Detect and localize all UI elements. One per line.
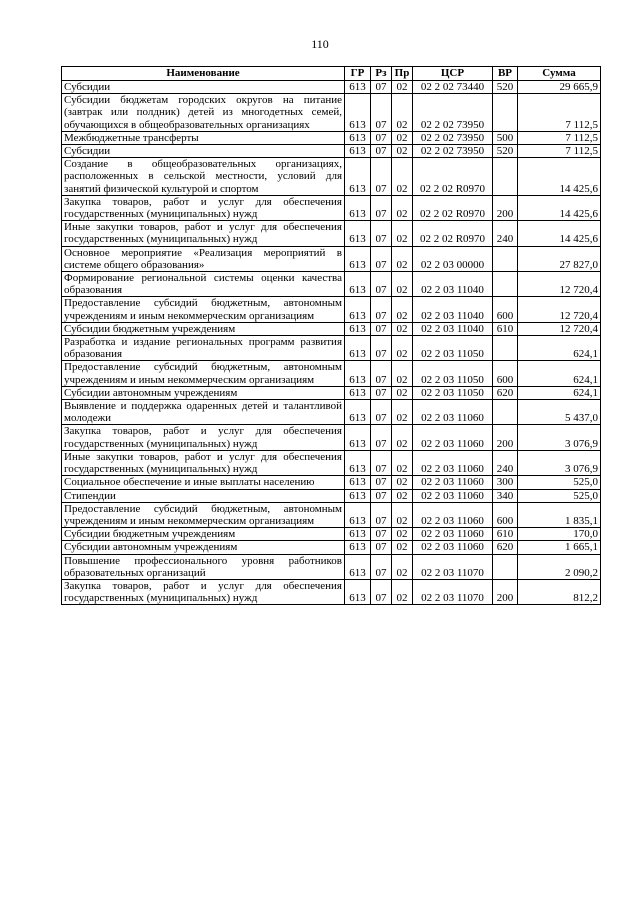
cell-csr: 02 2 03 11060 <box>413 400 493 425</box>
cell-sum: 14 425,6 <box>518 158 601 196</box>
cell-gr: 613 <box>345 489 371 502</box>
cell-vr: 520 <box>493 145 518 158</box>
cell-name: Предоставление субсидий бюджетным, автономным учреждениям и иным некоммерческим организациям <box>62 297 345 322</box>
cell-pr: 02 <box>392 81 413 94</box>
table-row <box>62 145 601 158</box>
cell-rz: 07 <box>371 502 392 527</box>
cell-sum: 624,1 <box>518 336 601 361</box>
table-row <box>62 195 601 220</box>
table-row <box>62 502 601 527</box>
table-row <box>62 94 601 132</box>
cell-rz: 07 <box>371 476 392 489</box>
table-row <box>62 81 601 94</box>
cell-vr: 500 <box>493 131 518 144</box>
cell-gr: 613 <box>345 400 371 425</box>
cell-gr: 613 <box>345 322 371 335</box>
cell-sum: 2 090,2 <box>518 554 601 579</box>
cell-name: Субсидии бюджетам городских округов на питание (завтрак или полдник) детей из многодетных семей, обучающихся в общеобразовательных организациях <box>62 94 345 132</box>
cell-sum: 3 076,9 <box>518 425 601 450</box>
cell-name: Предоставление субсидий бюджетным, автономным учреждениям и иным некоммерческим организациям <box>62 361 345 386</box>
cell-sum: 14 425,6 <box>518 221 601 246</box>
cell-vr: 520 <box>493 81 518 94</box>
cell-name: Разработка и издание региональных программ развития образования <box>62 336 345 361</box>
cell-gr: 613 <box>345 272 371 297</box>
header-rz: Рз <box>371 67 392 81</box>
table-row <box>62 336 601 361</box>
cell-pr: 02 <box>392 541 413 554</box>
cell-name: Закупка товаров, работ и услуг для обеспечения государственных (муниципальных) нужд <box>62 579 345 604</box>
cell-rz: 07 <box>371 145 392 158</box>
cell-gr: 613 <box>345 541 371 554</box>
cell-csr: 02 2 02 73950 <box>413 94 493 132</box>
cell-gr: 613 <box>345 94 371 132</box>
cell-pr: 02 <box>392 489 413 502</box>
cell-name: Закупка товаров, работ и услуг для обеспечения государственных (муниципальных) нужд <box>62 425 345 450</box>
cell-gr: 613 <box>345 195 371 220</box>
cell-csr: 02 2 02 73950 <box>413 131 493 144</box>
table-row <box>62 450 601 475</box>
cell-gr: 613 <box>345 386 371 399</box>
table-body <box>62 81 601 605</box>
cell-gr: 613 <box>345 336 371 361</box>
cell-csr: 02 2 02 R0970 <box>413 158 493 196</box>
cell-csr: 02 2 03 11060 <box>413 502 493 527</box>
cell-csr: 02 2 02 73950 <box>413 145 493 158</box>
table-row <box>62 297 601 322</box>
cell-pr: 02 <box>392 131 413 144</box>
cell-rz: 07 <box>371 541 392 554</box>
cell-vr: 620 <box>493 541 518 554</box>
cell-name: Иные закупки товаров, работ и услуг для обеспечения государственных (муниципальных) нужд <box>62 221 345 246</box>
table-row <box>62 131 601 144</box>
table-row <box>62 246 601 271</box>
cell-pr: 02 <box>392 450 413 475</box>
cell-rz: 07 <box>371 272 392 297</box>
table-row <box>62 554 601 579</box>
cell-vr: 300 <box>493 476 518 489</box>
cell-sum: 3 076,9 <box>518 450 601 475</box>
table-row <box>62 476 601 489</box>
cell-rz: 07 <box>371 450 392 475</box>
cell-name: Субсидии автономным учреждениям <box>62 386 345 399</box>
cell-rz: 07 <box>371 94 392 132</box>
cell-pr: 02 <box>392 297 413 322</box>
cell-csr: 02 2 03 11060 <box>413 450 493 475</box>
cell-name: Субсидии <box>62 81 345 94</box>
cell-pr: 02 <box>392 94 413 132</box>
cell-rz: 07 <box>371 195 392 220</box>
cell-sum: 170,0 <box>518 528 601 541</box>
cell-rz: 07 <box>371 131 392 144</box>
cell-sum: 12 720,4 <box>518 322 601 335</box>
cell-pr: 02 <box>392 361 413 386</box>
cell-rz: 07 <box>371 246 392 271</box>
cell-csr: 02 2 03 11070 <box>413 579 493 604</box>
cell-pr: 02 <box>392 336 413 361</box>
cell-gr: 613 <box>345 579 371 604</box>
cell-rz: 07 <box>371 336 392 361</box>
cell-pr: 02 <box>392 322 413 335</box>
cell-sum: 14 425,6 <box>518 195 601 220</box>
cell-name: Субсидии автономным учреждениям <box>62 541 345 554</box>
cell-pr: 02 <box>392 476 413 489</box>
cell-rz: 07 <box>371 386 392 399</box>
cell-vr: 600 <box>493 297 518 322</box>
cell-csr: 02 2 03 11040 <box>413 297 493 322</box>
cell-gr: 613 <box>345 502 371 527</box>
cell-vr: 340 <box>493 489 518 502</box>
cell-rz: 07 <box>371 554 392 579</box>
cell-vr: 240 <box>493 221 518 246</box>
cell-name: Субсидии бюджетным учреждениям <box>62 322 345 335</box>
cell-rz: 07 <box>371 528 392 541</box>
cell-vr <box>493 400 518 425</box>
cell-rz: 07 <box>371 489 392 502</box>
cell-vr: 620 <box>493 386 518 399</box>
cell-name: Основное мероприятие «Реализация мероприятий в системе общего образования» <box>62 246 345 271</box>
table-row <box>62 272 601 297</box>
cell-csr: 02 2 03 11050 <box>413 336 493 361</box>
cell-vr: 200 <box>493 579 518 604</box>
header-pr: Пр <box>392 67 413 81</box>
cell-csr: 02 2 03 11060 <box>413 541 493 554</box>
cell-vr: 200 <box>493 425 518 450</box>
cell-pr: 02 <box>392 158 413 196</box>
cell-csr: 02 2 03 11070 <box>413 554 493 579</box>
cell-gr: 613 <box>345 528 371 541</box>
cell-rz: 07 <box>371 579 392 604</box>
cell-rz: 07 <box>371 158 392 196</box>
cell-pr: 02 <box>392 386 413 399</box>
cell-vr: 600 <box>493 361 518 386</box>
cell-rz: 07 <box>371 400 392 425</box>
cell-vr <box>493 272 518 297</box>
cell-csr: 02 2 03 11040 <box>413 322 493 335</box>
cell-name: Закупка товаров, работ и услуг для обеспечения государственных (муниципальных) нужд <box>62 195 345 220</box>
cell-pr: 02 <box>392 246 413 271</box>
cell-pr: 02 <box>392 502 413 527</box>
cell-gr: 613 <box>345 145 371 158</box>
cell-sum: 812,2 <box>518 579 601 604</box>
cell-csr: 02 2 02 73440 <box>413 81 493 94</box>
cell-csr: 02 2 03 11050 <box>413 361 493 386</box>
header-vr: ВР <box>493 67 518 81</box>
table-row <box>62 528 601 541</box>
header-csr: ЦСР <box>413 67 493 81</box>
table-row <box>62 221 601 246</box>
cell-sum: 27 827,0 <box>518 246 601 271</box>
cell-rz: 07 <box>371 425 392 450</box>
cell-gr: 613 <box>345 361 371 386</box>
cell-sum: 624,1 <box>518 386 601 399</box>
cell-sum: 5 437,0 <box>518 400 601 425</box>
cell-name: Субсидии бюджетным учреждениям <box>62 528 345 541</box>
cell-rz: 07 <box>371 322 392 335</box>
cell-csr: 02 2 02 R0970 <box>413 195 493 220</box>
cell-name: Формирование региональной системы оценки качества образования <box>62 272 345 297</box>
cell-csr: 02 2 03 11050 <box>413 386 493 399</box>
page-number: 110 <box>311 37 329 51</box>
table-row <box>62 489 601 502</box>
cell-gr: 613 <box>345 425 371 450</box>
cell-name: Иные закупки товаров, работ и услуг для обеспечения государственных (муниципальных) нужд <box>62 450 345 475</box>
cell-pr: 02 <box>392 195 413 220</box>
table-row <box>62 400 601 425</box>
cell-sum: 7 112,5 <box>518 131 601 144</box>
cell-pr: 02 <box>392 400 413 425</box>
table-row <box>62 158 601 196</box>
table-row <box>62 322 601 335</box>
cell-rz: 07 <box>371 81 392 94</box>
header-name: Наименование <box>62 67 345 81</box>
cell-csr: 02 2 03 11040 <box>413 272 493 297</box>
cell-sum: 12 720,4 <box>518 272 601 297</box>
table-row <box>62 541 601 554</box>
cell-gr: 613 <box>345 297 371 322</box>
cell-vr: 610 <box>493 322 518 335</box>
cell-vr <box>493 94 518 132</box>
cell-gr: 613 <box>345 221 371 246</box>
cell-vr: 600 <box>493 502 518 527</box>
cell-sum: 29 665,9 <box>518 81 601 94</box>
cell-csr: 02 2 03 11060 <box>413 528 493 541</box>
cell-vr <box>493 336 518 361</box>
cell-gr: 613 <box>345 554 371 579</box>
cell-vr <box>493 158 518 196</box>
cell-name: Субсидии <box>62 145 345 158</box>
cell-vr <box>493 246 518 271</box>
cell-vr <box>493 554 518 579</box>
table-row <box>62 361 601 386</box>
cell-sum: 12 720,4 <box>518 297 601 322</box>
cell-pr: 02 <box>392 221 413 246</box>
cell-sum: 525,0 <box>518 489 601 502</box>
cell-csr: 02 2 02 R0970 <box>413 221 493 246</box>
cell-name: Социальное обеспечение и иные выплаты населению <box>62 476 345 489</box>
cell-name: Выявление и поддержка одаренных детей и талантливой молодежи <box>62 400 345 425</box>
cell-vr: 610 <box>493 528 518 541</box>
cell-pr: 02 <box>392 528 413 541</box>
table-row <box>62 579 601 604</box>
budget-table <box>61 66 601 605</box>
cell-csr: 02 2 03 11060 <box>413 489 493 502</box>
cell-gr: 613 <box>345 476 371 489</box>
table-row <box>62 386 601 399</box>
cell-sum: 1 835,1 <box>518 502 601 527</box>
cell-gr: 613 <box>345 246 371 271</box>
cell-csr: 02 2 03 11060 <box>413 425 493 450</box>
cell-sum: 7 112,5 <box>518 94 601 132</box>
cell-gr: 613 <box>345 81 371 94</box>
cell-name: Предоставление субсидий бюджетным, автономным учреждениям и иным некоммерческим организациям <box>62 502 345 527</box>
cell-rz: 07 <box>371 361 392 386</box>
cell-sum: 525,0 <box>518 476 601 489</box>
cell-sum: 1 665,1 <box>518 541 601 554</box>
cell-pr: 02 <box>392 425 413 450</box>
cell-pr: 02 <box>392 579 413 604</box>
cell-rz: 07 <box>371 297 392 322</box>
cell-gr: 613 <box>345 131 371 144</box>
cell-csr: 02 2 03 00000 <box>413 246 493 271</box>
cell-csr: 02 2 03 11060 <box>413 476 493 489</box>
cell-vr: 240 <box>493 450 518 475</box>
table-header-row <box>62 67 601 81</box>
cell-pr: 02 <box>392 272 413 297</box>
cell-gr: 613 <box>345 450 371 475</box>
cell-sum: 624,1 <box>518 361 601 386</box>
header-sum: Сумма <box>518 67 601 81</box>
cell-gr: 613 <box>345 158 371 196</box>
cell-name: Создание в общеобразовательных организациях, расположенных в сельской местности, условий для занятий физической культурой и спортом <box>62 158 345 196</box>
cell-name: Межбюджетные трансферты <box>62 131 345 144</box>
table-row <box>62 425 601 450</box>
cell-name: Повышение профессионального уровня работников образовательных организаций <box>62 554 345 579</box>
cell-name: Стипендии <box>62 489 345 502</box>
cell-rz: 07 <box>371 221 392 246</box>
header-gr: ГР <box>345 67 371 81</box>
cell-pr: 02 <box>392 554 413 579</box>
cell-sum: 7 112,5 <box>518 145 601 158</box>
cell-pr: 02 <box>392 145 413 158</box>
cell-vr: 200 <box>493 195 518 220</box>
